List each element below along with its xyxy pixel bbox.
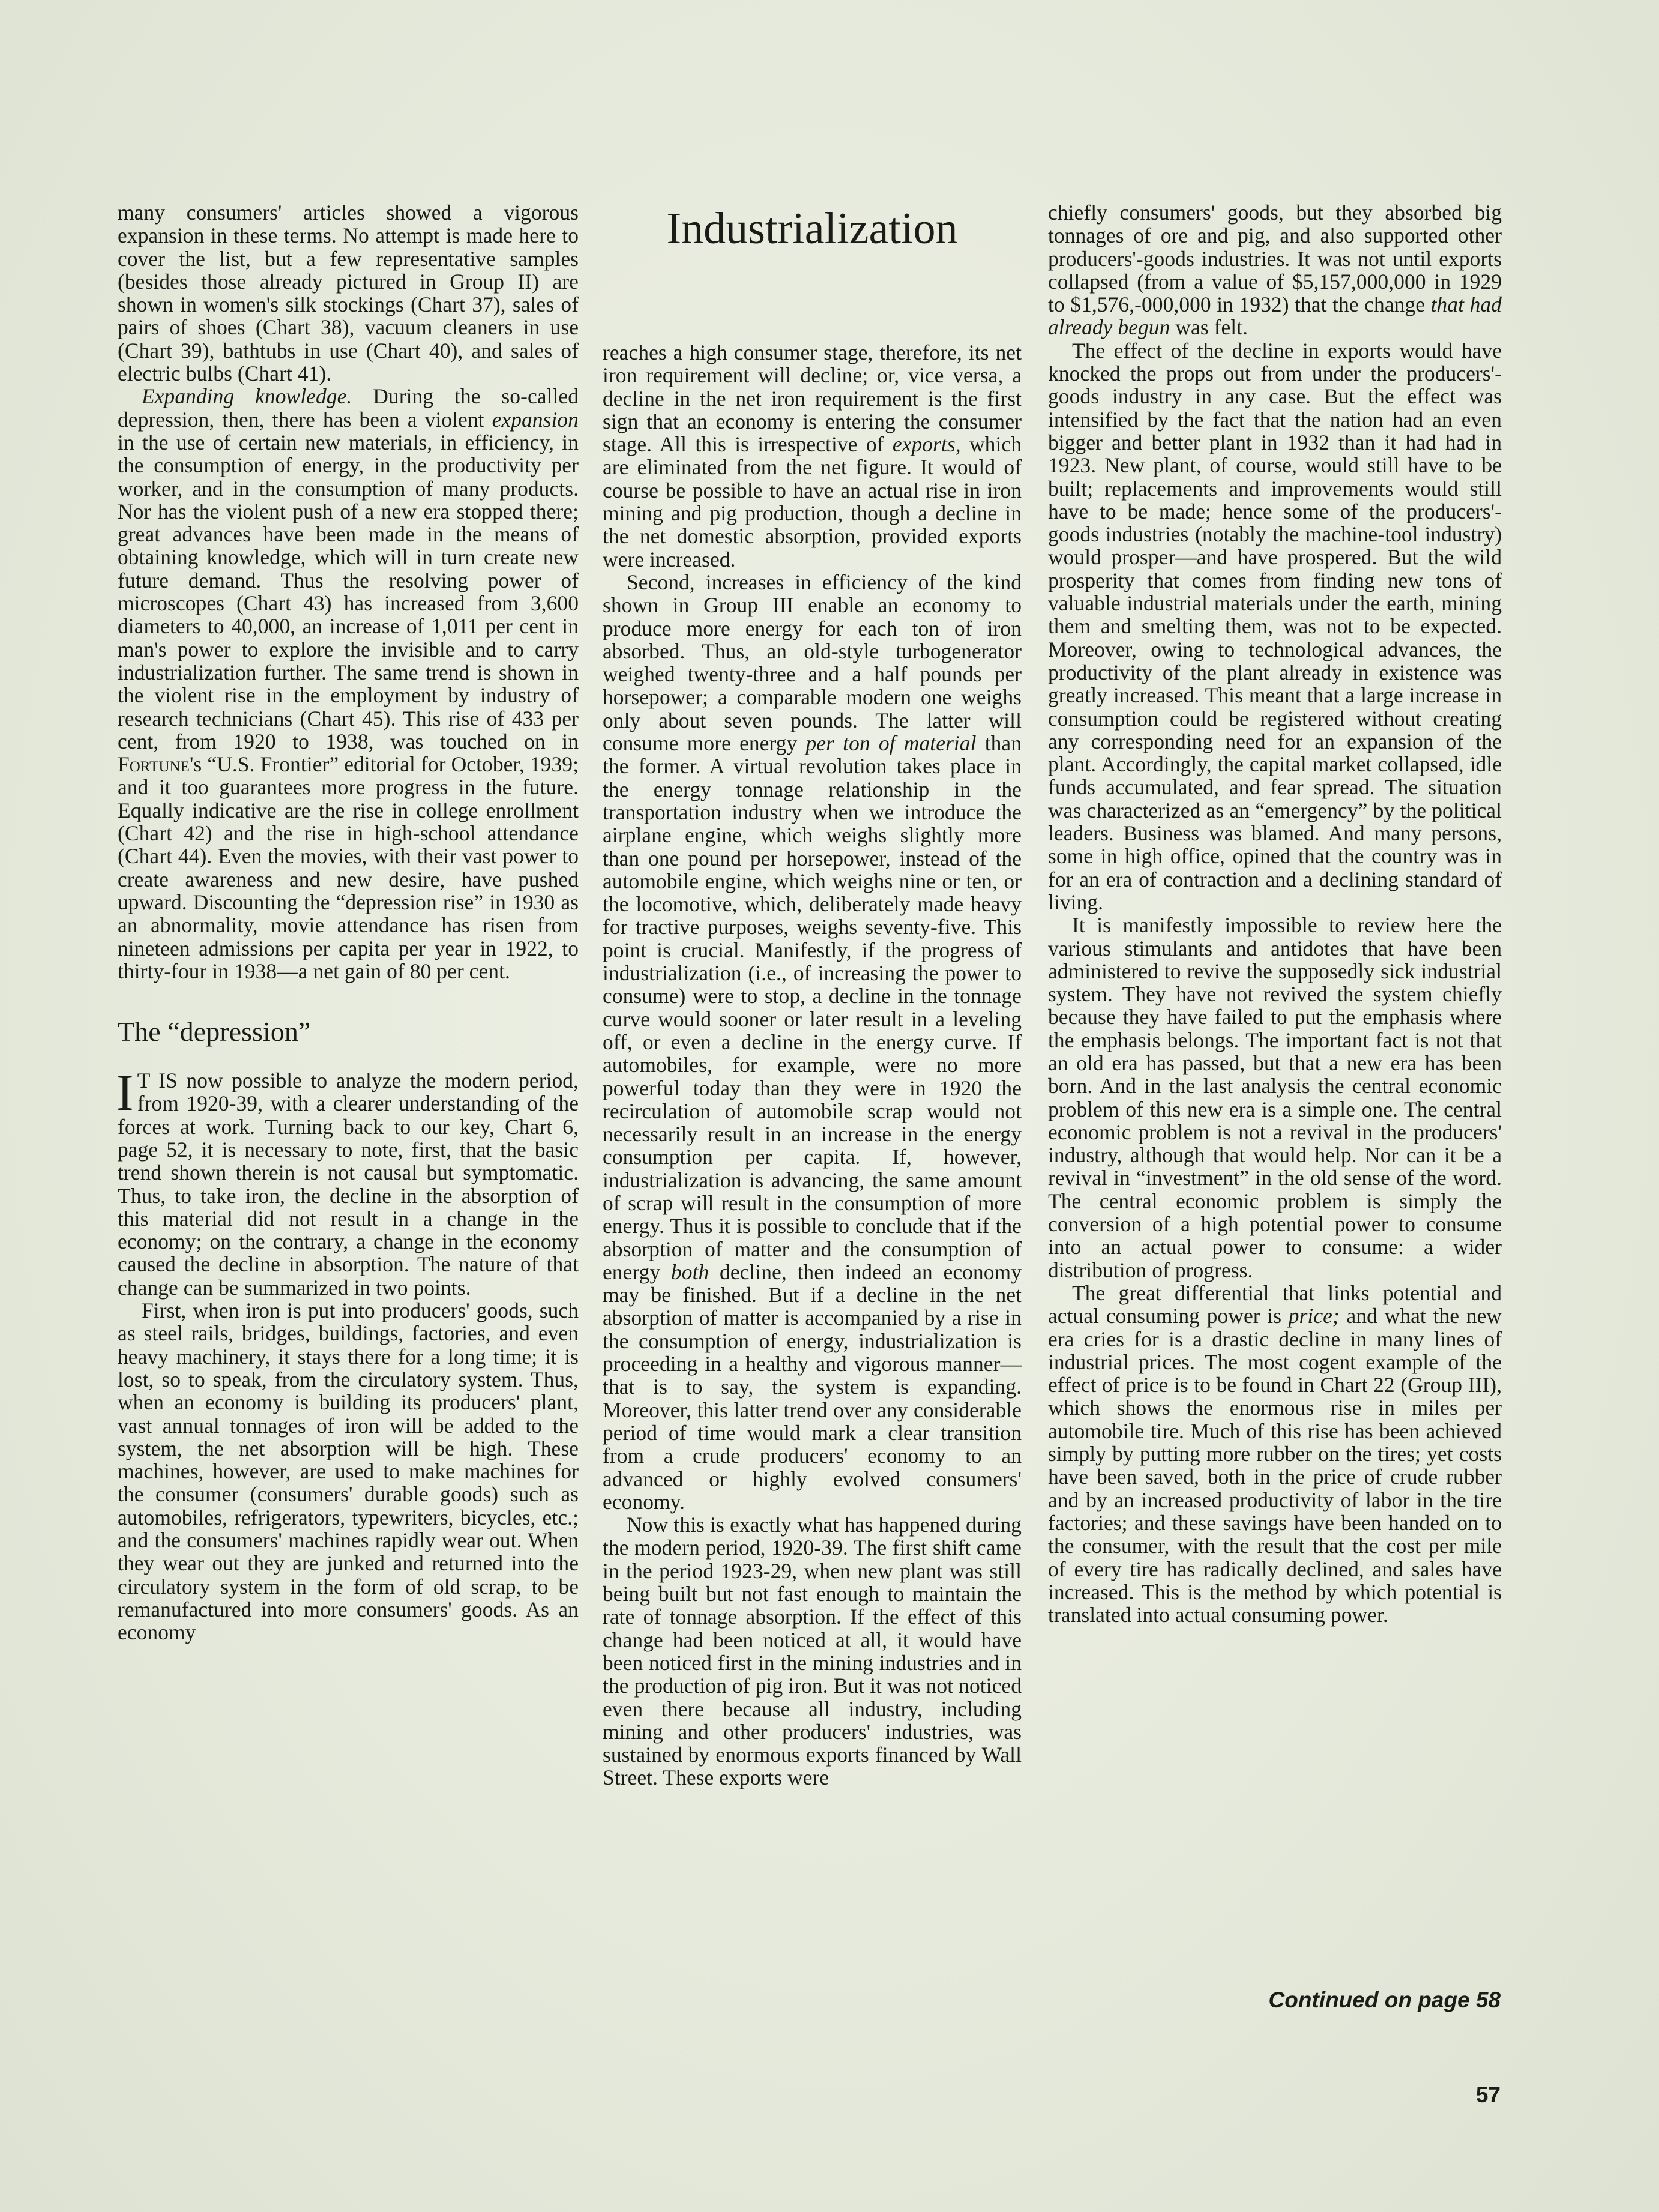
- run-in-heading: Expanding knowledge.: [142, 384, 352, 409]
- paragraph-decline-in-exports: [1048, 339, 1502, 914]
- paragraph-text: It is manifestly impossible to review here the various stimulants and antidotes that have been administered to revive the supposedly sick industrial system. They have not revived the system chiefly because they have failed to put the emphasis where the emphasis belongs. The important fact is not that an old era has passed, but that a new era has been born. And in the last analysis the central economic problem of this new era is a simple one. The central economic problem is not a revival in the producers' industry, although that would help. Nor can it be a revival in “investment” in the old sense of the word. The central economic problem is simply the conversion of a high potential power to consume into an actual power to consume: a wider distribution of progress.: [1048, 913, 1502, 1282]
- paragraph-text: The great differential that links potential and actual consuming power is: [1048, 1280, 1502, 1328]
- paragraph-text: and what the new era cries for is a drastic decline in many lines of industrial prices. The most cogent example of the effect of price is to be found in Chart 22 (Group III), which shows the enormous rise in miles per automobile tire. Much of this rise has been achieved simply by putting more rubber on the tires; yet costs have been saved, both in the price of crude rubber and by an increased productivity of labor in the tire factories; and these savings have been handed on to the consumer, with the result that the cost per mile of every tire has radically declined, and sales have increased. This is the method by which potential is translated into actual consuming power.: [1048, 1304, 1502, 1627]
- paragraph-text: many consumers' articles showed a vigorous expansion in these terms. No attempt is made here to cover the list, but a few representative samples (besides those already pictured in Group II) are shown in women's silk stockings (Chart 37), sales of pairs of shoes (Chart 38), vacuum cleaners in use (Chart 39), bathtubs in use (Chart 40), and sales of electric bulbs (Chart 41).: [118, 200, 579, 386]
- continued-note: Continued on page 58: [1268, 1987, 1501, 2012]
- paragraph-text: Now this is exactly what has happened during the modern period, 1920-39. The first shift came in the period 1923-29, when new plant was still being built but not fast enough to maintain the rate of tonnage absorption. If the effect of this change had been noticed at all, it would have been noticed first in the mining industries and in the production of pig iron. But it was not noticed even there because all industry, including mining and other producers' industries, was sustained by enormous exports financed by Wall Street. These exports were: [603, 1513, 1022, 1790]
- article-column-3: [1048, 201, 1502, 1626]
- paragraph-expanding-knowledge: [118, 385, 579, 983]
- emphasis-text: that had already begun: [1048, 292, 1502, 340]
- paragraph-text: which are eliminated from the net figure. It would of course be possible to have an actual rise in iron mining and pig production, though a decline in the net domestic absorption, provided exports were increased.: [603, 432, 1022, 571]
- article-column-1: [118, 201, 579, 1644]
- lead-in-caps: T IS: [137, 1068, 178, 1093]
- paragraph-second-point: [603, 571, 1022, 1513]
- emphasis-text: exports,: [892, 432, 961, 457]
- paragraph-text: Second, increases in efficiency of the kind shown in Group III enable an economy to produce more energy for each ton of iron absorbed. Thus, an old-style turbogenerator weighed twenty-three and a half pounds per horsepower; a comparable modern one weighs only about seven pounds. The latter will consume more energy: [603, 570, 1022, 756]
- paragraph-text: The effect of the decline in exports would have knocked the props out from under the producers'-goods industry in any case. But the effect was intensified by the fact that the nation had an even bigger and better plant in 1932 than it had had in 1923. New plant, of course, would still have to be built; replacements and improvements would still have to be made; hence some of the producers'-goods industries (notably the machine-tool industry) would prosper—and have prospered. But the wild prosperity that comes from finding new tons of valuable industrial materials under the earth, mining them and smelting them, was not to be expected. Moreover, owing to technological advances, the productivity of the plant already in existence was greatly increased. This meant that a large increase in consumption could be registered without creating any corresponding need for an expansion of the plant. Accordingly, the capital market collapsed, idle funds accumulated, and fear spread. The situation was characterized as an “emergency” by the political leaders. Business was blamed. And many persons, some in high office, opined that the country was in for an era of contraction and a declining standard of living.: [1048, 338, 1502, 914]
- paragraph-first-point: [118, 1299, 579, 1644]
- page-number: 57: [1475, 2082, 1501, 2107]
- paragraph-text: 's “U.S. Frontier” editorial for October, 1939; and it too guarantees more progress in the future. Equally indicative are the rise in college enrollment (Chart 42) and the rise in high-school attendance (Chart 44). Even the movies, with their vast power to create awareness and new desire, have pushed upward. Discounting the “depression rise” in 1930 as an abnormality, movie attendance has risen from nineteen admissions per capita per year in 1922, to thirty-four in 1938—a net gain of 80 per cent.: [118, 752, 579, 983]
- paragraph-modern-period: [603, 1513, 1022, 1789]
- paragraph-consumer-articles: [118, 201, 579, 385]
- emphasis-text: both: [670, 1259, 709, 1284]
- emphasis-text: per ton of material: [805, 731, 977, 756]
- paragraph-analyze-modern-period: [116, 1064, 579, 1300]
- paragraph-text: chiefly consumers' goods, but they absorbed big tonnages of ore and pig, and also supported other producers'-goods industries. It was not until exports collapsed (from a value of $5,157,000,000 in 1929 to $1,576,-000,000 in 1932) that the change: [1048, 200, 1502, 317]
- emphasis-text: expansion: [492, 407, 579, 432]
- magazine-name: Fortune: [118, 752, 190, 777]
- paragraph-central-problem: [1048, 914, 1502, 1282]
- paragraph-consumer-stage: [603, 341, 1022, 571]
- paragraph-exports-collapsed: [1048, 201, 1502, 339]
- paragraph-text: decline, then indeed an economy may be finished. But if a decline in the net absorption of matter is accompanied by a rise in the consumption of energy, industrialization is proceeding in a healthy and vigorous manner—that is to say, the system is expanding. Moreover, this latter trend over any considerable period of time would mark a clear transition from a crude producers' economy to an advanced or highly evolved consumers' economy.: [603, 1259, 1022, 1514]
- paragraph-text: was felt.: [1170, 315, 1248, 340]
- paragraph-price-differential: [1048, 1282, 1502, 1626]
- paragraph-text: reaches a high consumer stage, therefore, its net iron requirement will decline; or, vice versa, a decline in the net iron requirement is the first sign that an economy is entering the consumer stage. All this is irrespective of: [603, 340, 1022, 457]
- article-column-2: [603, 341, 1022, 1789]
- paragraph-text: in the use of certain new materials, in efficiency, in the consumption of energy, in the productivity per worker, and in the consumption of many products. Nor has the violent push of a new era stopped there; great advances have been made in the means of obtaining knowledge, which will in turn create new future demand. Thus the resolving power of microscopes (Chart 43) has increased from 3,600 diameters to 40,000, an increase of 1,011 per cent in man's power to explore the invisible and to carry industrialization further. The same trend is shown in the violent rise in the employment by industry of research technicians (Chart 45). This rise of 433 per cent, from 1920 to 1938, was touched on in: [118, 430, 579, 753]
- paragraph-text: First, when iron is put into producers' goods, such as steel rails, bridges, buildings, factories, and even heavy machinery, it stays there for a long time; it is lost, so to speak, from the circulatory system. Thus, when an economy is building its producers' plant, vast annual tonnages of iron will be added to the system, the net absorption will be high. These machines, however, are used to make machines for the consumer (consumers' durable goods) such as automobiles, refrigerators, typewriters, bicycles, etc.; and the consumers' machines rapidly wear out. When they wear out they are junked and returned into the circulatory system in the form of old scrap, to be remanufactured into more consumers' goods. As an economy: [118, 1298, 579, 1645]
- drop-cap: I: [116, 1064, 134, 1122]
- section-title: Industrialization: [666, 204, 958, 253]
- subheading-depression: The “depression”: [118, 1016, 311, 1047]
- paragraph-text: now possible to analyze the modern period, from 1920-39, with a clearer understanding of the forces at work. Turning back to our key, Chart 6, page 52, it is necessary to note, first, that the basic trend shown therein is not causal but symptomatic. Thus, to take iron, the decline in the absorption of this material did not result in a change in the economy; on the contrary, a change in the economy caused the decline in absorption. The nature of that change can be summarized in two points.: [118, 1068, 579, 1300]
- paragraph-text: than the former. A virtual revolution takes place in the energy tonnage relationship in the transportation industry when we introduce the airplane engine, which weighs slightly more than one pound per horsepower, instead of the automobile engine, which weighs nine or ten, or the locomotive, which, deliberately made heavy for tractive purposes, weighs seventy-five. This point is crucial. Manifestly, if the progress of industrialization (i.e., of increasing the power to consume) were to stop, a decline in the tonnage curve would sooner or later result in a leveling off, or even a decline in the energy curve. If automobiles, for example, were no more powerful today than they were in 1920 the recirculation of automobile scrap would not necessarily result in an increase in the energy consumption per capita. If, however, industrialization is advancing, the same amount of scrap will result in the consumption of more energy. Thus it is possible to conclude that if the absorption of matter and the consumption of energy: [603, 731, 1022, 1284]
- paragraph-text: During the so-called depression, then, there has been a violent: [118, 384, 579, 432]
- emphasis-text: price;: [1288, 1304, 1340, 1328]
